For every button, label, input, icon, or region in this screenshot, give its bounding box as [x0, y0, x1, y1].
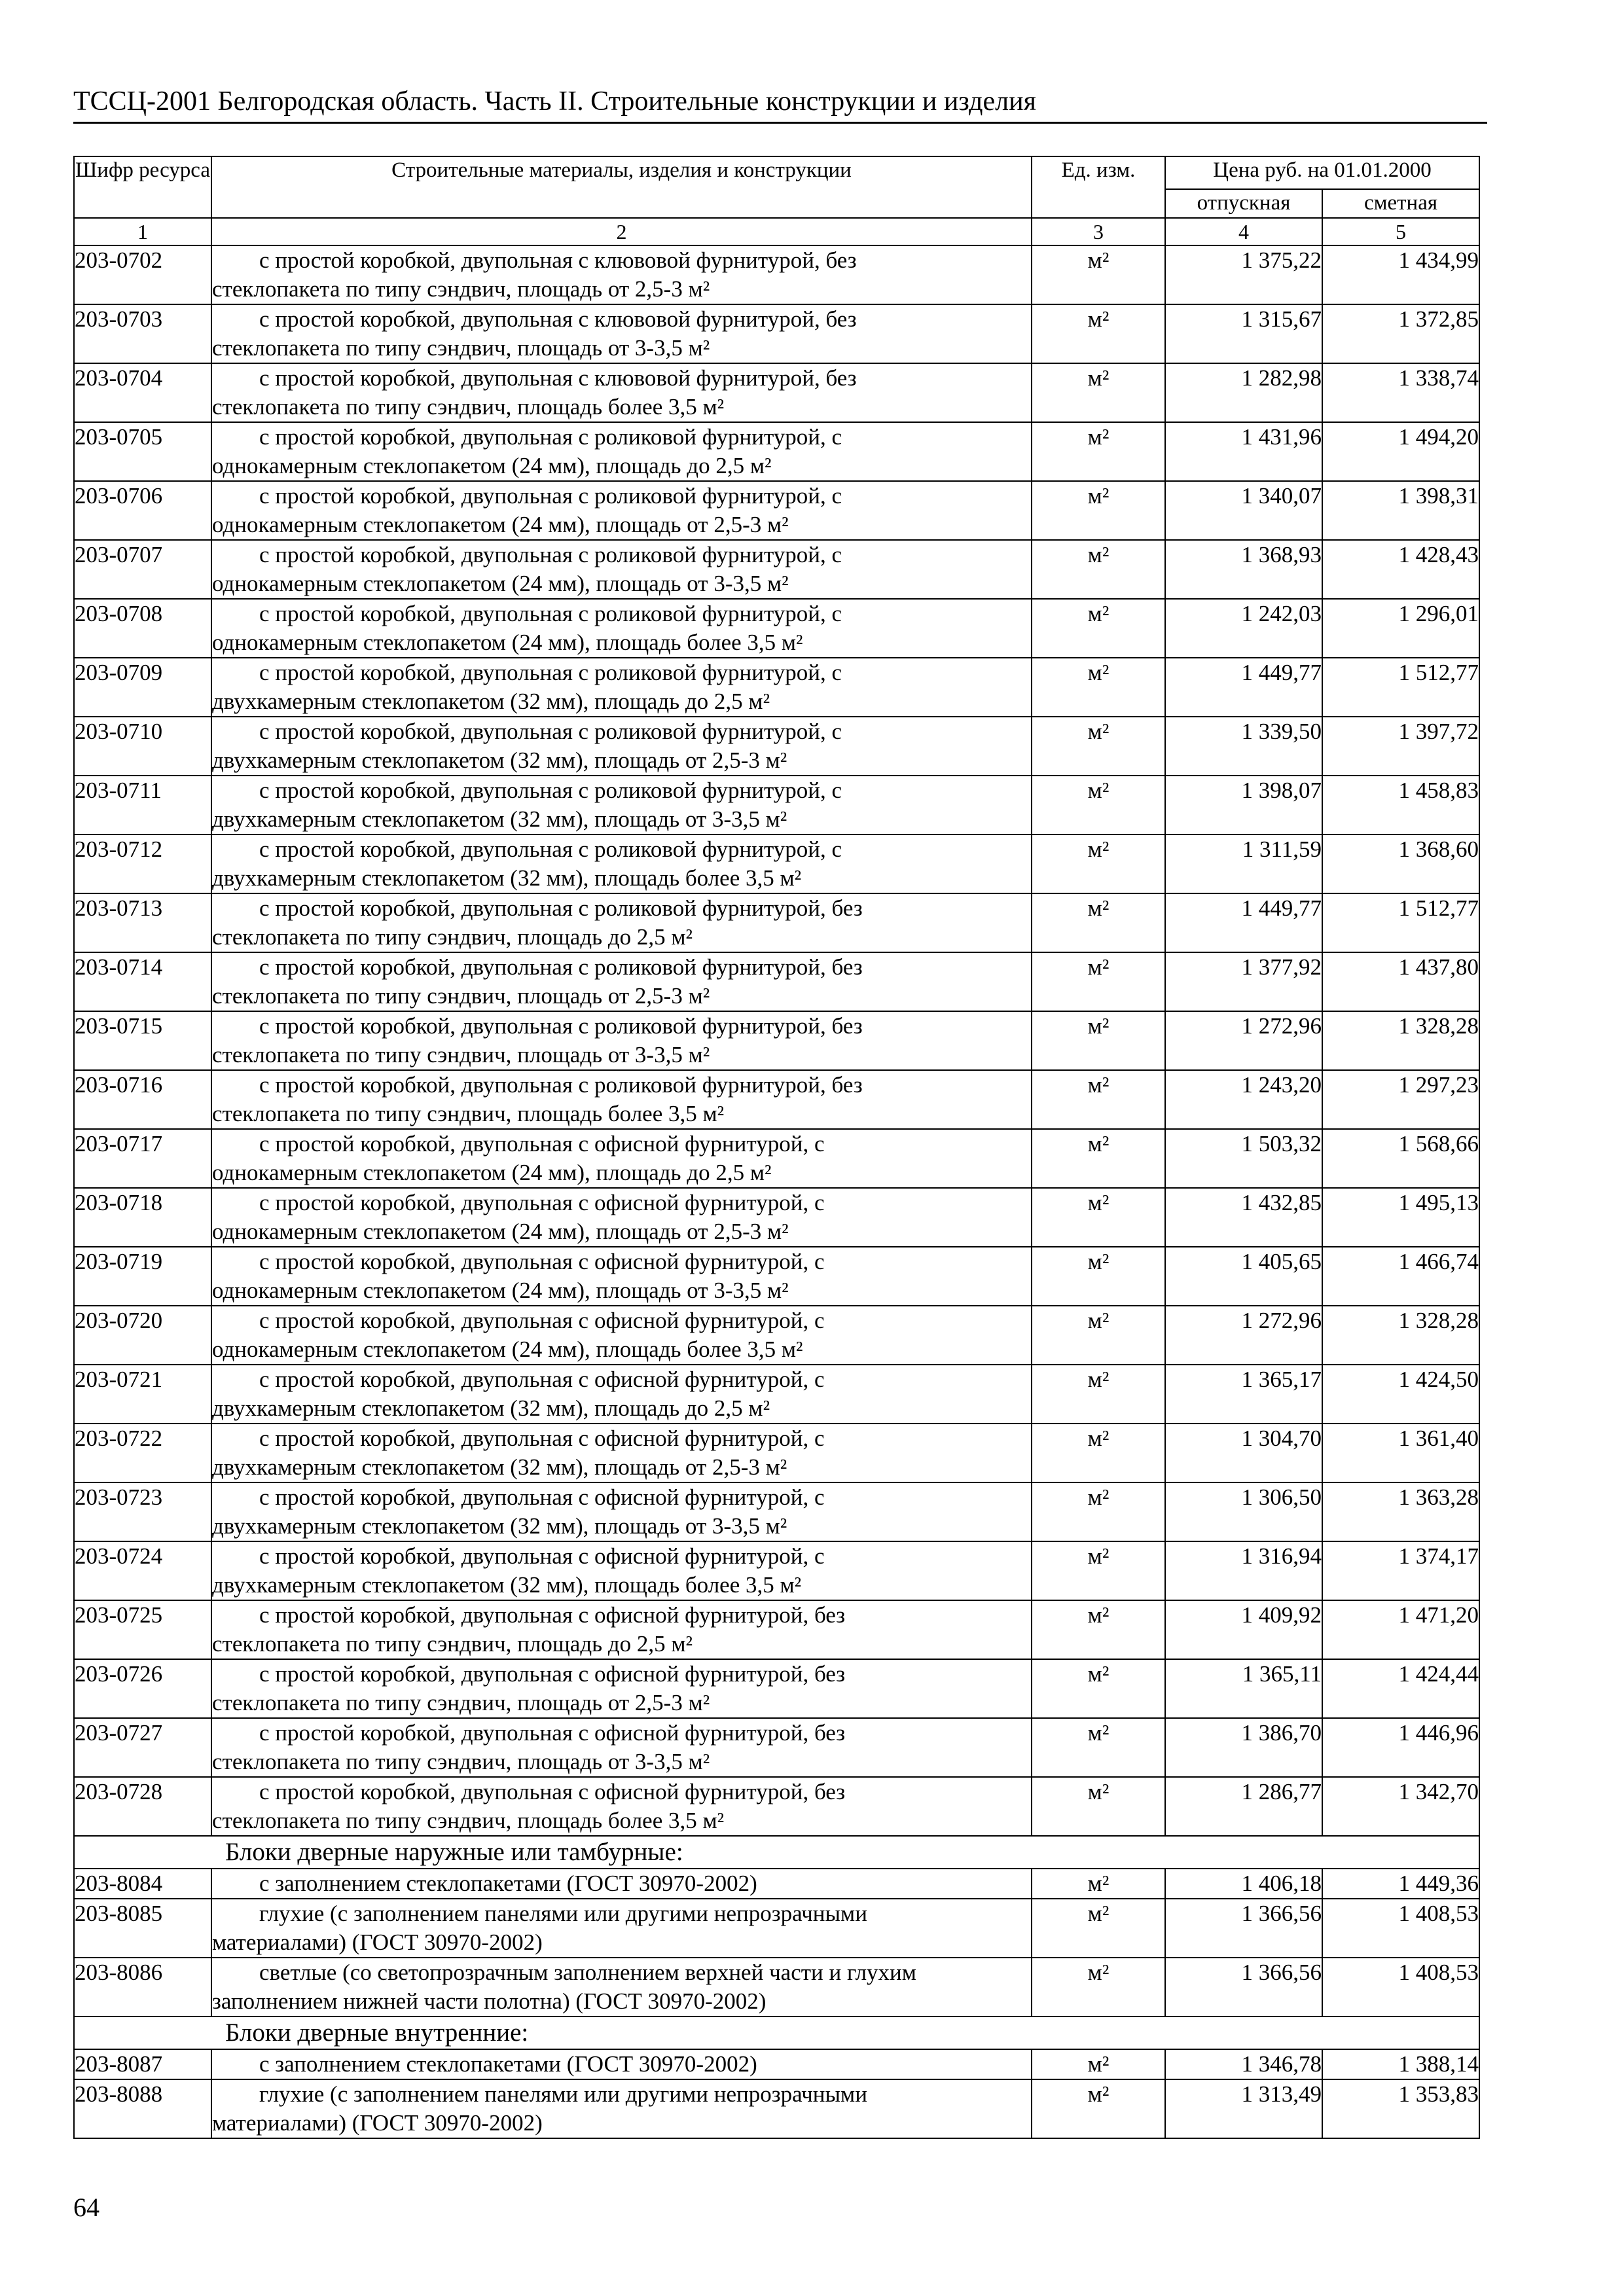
unit-cell: м² [1032, 1600, 1165, 1659]
description-line-2: двухкамерным стеклопакетом (32 мм), площадь от 2,5-3 м² [212, 1454, 787, 1480]
description-cell [211, 481, 1032, 540]
main-rows [74, 245, 1479, 1836]
column-number: 5 [1322, 218, 1479, 245]
estimate-price-cell: 1 495,13 [1322, 1188, 1479, 1247]
resource-code: 203-0712 [74, 834, 211, 893]
description-line-2: двухкамерным стеклопакетом (32 мм), площадь более 3,5 м² [212, 1572, 802, 1598]
description-line-1: с простой коробкой, двупольная с офисной фурнитурой, с [259, 1543, 825, 1569]
description-line-1: с простой коробкой, двупольная с роликовой фурнитурой, с [259, 660, 842, 685]
section-header-row [74, 1836, 1479, 1869]
unit-cell: м² [1032, 481, 1165, 540]
description-cell [211, 245, 1032, 304]
section-header-row [74, 2017, 1479, 2049]
description-line-1: с простой коробкой, двупольная с роликовой фурнитурой, без [259, 1013, 863, 1039]
release-price-cell: 1 272,96 [1165, 1011, 1322, 1070]
table-row [74, 717, 1479, 776]
estimate-price-cell: 1 424,50 [1322, 1365, 1479, 1424]
description-line-1: с простой коробкой, двупольная с офисной фурнитурой, с [259, 1484, 825, 1510]
table-row [74, 2079, 1479, 2138]
resource-code: 203-0705 [74, 422, 211, 481]
section-interior-rows [74, 2049, 1479, 2138]
description-cell [211, 1482, 1032, 1541]
header-code: Шифр ресурса [74, 156, 211, 218]
estimate-price-cell: 1 328,28 [1322, 1011, 1479, 1070]
description-cell [211, 1188, 1032, 1247]
table-row [74, 1424, 1479, 1482]
description-line-1: с простой коробкой, двупольная с роликовой фурнитурой, с [259, 542, 842, 567]
resource-code: 203-0713 [74, 893, 211, 952]
description-line-1: с простой коробкой, двупольная с роликовой фурнитурой, с [259, 836, 842, 862]
description-line-2: стеклопакета по типу сэндвич, площадь от 3-3,5 м² [212, 335, 710, 361]
description-cell [211, 2049, 1032, 2079]
unit-cell: м² [1032, 245, 1165, 304]
table-row [74, 2049, 1479, 2079]
table-row [74, 1600, 1479, 1659]
description-line-2: двухкамерным стеклопакетом (32 мм), площадь более 3,5 м² [212, 865, 802, 891]
resource-code: 203-8086 [74, 1958, 211, 2017]
resource-code: 203-0725 [74, 1600, 211, 1659]
resource-code: 203-0717 [74, 1129, 211, 1188]
release-price-cell: 1 306,50 [1165, 1482, 1322, 1541]
unit-cell: м² [1032, 304, 1165, 363]
resource-code: 203-0706 [74, 481, 211, 540]
description-line-1: с простой коробкой, двупольная с офисной фурнитурой, с [259, 1367, 825, 1392]
unit-cell: м² [1032, 1718, 1165, 1777]
description-cell [211, 1958, 1032, 2017]
resource-code: 203-8084 [74, 1869, 211, 1899]
release-price-cell: 1 503,32 [1165, 1129, 1322, 1188]
resource-code: 203-0722 [74, 1424, 211, 1482]
table-row [74, 1482, 1479, 1541]
estimate-price-cell: 1 446,96 [1322, 1718, 1479, 1777]
description-line-2: однокамерным стеклопакетом (24 мм), площадь от 2,5-3 м² [212, 1219, 789, 1244]
release-price-cell: 1 311,59 [1165, 834, 1322, 893]
column-number: 3 [1032, 218, 1165, 245]
release-price-cell: 1 409,92 [1165, 1600, 1322, 1659]
unit-cell: м² [1032, 658, 1165, 717]
table-row [74, 1129, 1479, 1188]
table-row [74, 952, 1479, 1011]
description-line-1: с простой коробкой, двупольная с офисной фурнитурой, без [259, 1602, 846, 1628]
description-line-2: однокамерным стеклопакетом (24 мм), площадь до 2,5 м² [212, 453, 772, 478]
estimate-price-cell: 1 437,80 [1322, 952, 1479, 1011]
release-price-cell: 1 304,70 [1165, 1424, 1322, 1482]
estimate-price-cell: 1 363,28 [1322, 1482, 1479, 1541]
unit-cell: м² [1032, 1958, 1165, 2017]
unit-cell: м² [1032, 1070, 1165, 1129]
estimate-price-cell: 1 397,72 [1322, 717, 1479, 776]
price-table [73, 156, 1480, 2139]
description-cell [211, 540, 1032, 599]
resource-code: 203-0721 [74, 1365, 211, 1424]
resource-code: 203-0709 [74, 658, 211, 717]
description-line-1: с простой коробкой, двупольная с роликовой фурнитурой, без [259, 954, 863, 980]
resource-code: 203-0704 [74, 363, 211, 422]
unit-cell: м² [1032, 1129, 1165, 1188]
description-line-2: стеклопакета по типу сэндвич, площадь более 3,5 м² [212, 394, 725, 420]
release-price-cell: 1 339,50 [1165, 717, 1322, 776]
unit-cell: м² [1032, 1541, 1165, 1600]
release-price-cell: 1 405,65 [1165, 1247, 1322, 1306]
description-cell [211, 1777, 1032, 1836]
table-row [74, 1869, 1479, 1899]
estimate-price-cell: 1 428,43 [1322, 540, 1479, 599]
table-row [74, 776, 1479, 834]
table-row [74, 1659, 1479, 1718]
resource-code: 203-0710 [74, 717, 211, 776]
header-price: Цена руб. на 01.01.2000 [1165, 156, 1479, 189]
estimate-price-cell: 1 353,83 [1322, 2079, 1479, 2138]
description-line-1: с простой коробкой, двупольная с офисной фурнитурой, с [259, 1190, 825, 1215]
header-description: Строительные материалы, изделия и конструкции [211, 156, 1032, 218]
table-row [74, 893, 1479, 952]
unit-cell: м² [1032, 1659, 1165, 1718]
release-price-cell: 1 431,96 [1165, 422, 1322, 481]
description-cell [211, 2079, 1032, 2138]
resource-code: 203-8087 [74, 2049, 211, 2079]
unit-cell: м² [1032, 717, 1165, 776]
header-unit: Ед. изм. [1032, 156, 1165, 218]
description-cell [211, 776, 1032, 834]
estimate-price-cell: 1 374,17 [1322, 1541, 1479, 1600]
description-line-2: однокамерным стеклопакетом (24 мм), площадь от 2,5-3 м² [212, 512, 789, 537]
resource-code: 203-0728 [74, 1777, 211, 1836]
estimate-price-cell: 1 297,23 [1322, 1070, 1479, 1129]
description-cell [211, 1718, 1032, 1777]
table-row [74, 1958, 1479, 2017]
description-line-1: с простой коробкой, двупольная с роликовой фурнитурой, с [259, 483, 842, 509]
estimate-price-cell: 1 398,31 [1322, 481, 1479, 540]
description-cell [211, 893, 1032, 952]
estimate-price-cell: 1 458,83 [1322, 776, 1479, 834]
release-price-cell: 1 377,92 [1165, 952, 1322, 1011]
table-row [74, 422, 1479, 481]
resource-code: 203-0715 [74, 1011, 211, 1070]
release-price-cell: 1 368,93 [1165, 540, 1322, 599]
description-line-2: стеклопакета по типу сэндвич, площадь более 3,5 м² [212, 1101, 725, 1126]
release-price-cell: 1 432,85 [1165, 1188, 1322, 1247]
table-row [74, 1247, 1479, 1306]
unit-cell: м² [1032, 1482, 1165, 1541]
description-cell [211, 1306, 1032, 1365]
description-line-2: двухкамерным стеклопакетом (32 мм), площадь от 2,5-3 м² [212, 747, 787, 773]
resource-code: 203-0703 [74, 304, 211, 363]
section-title-interior: Блоки дверные внутренние: [74, 2017, 1479, 2049]
estimate-price-cell: 1 494,20 [1322, 422, 1479, 481]
description-line-1: с простой коробкой, двупольная с офисной фурнитурой, с [259, 1249, 825, 1274]
estimate-price-cell: 1 372,85 [1322, 304, 1479, 363]
description-line-1: с простой коробкой, двупольная с роликовой фурнитурой, с [259, 424, 842, 450]
description-cell [211, 717, 1032, 776]
description-cell [211, 363, 1032, 422]
resource-code: 203-0724 [74, 1541, 211, 1600]
unit-cell: м² [1032, 1306, 1165, 1365]
table-row [74, 658, 1479, 717]
column-numbers-row [74, 218, 1479, 245]
unit-cell: м² [1032, 1188, 1165, 1247]
table-row [74, 1541, 1479, 1600]
description-cell [211, 1365, 1032, 1424]
table-row [74, 245, 1479, 304]
description-line-1: глухие (с заполнением панелями или другими непрозрачными [259, 2081, 867, 2107]
column-number: 1 [74, 218, 211, 245]
resource-code: 203-0720 [74, 1306, 211, 1365]
section-title-exterior: Блоки дверные наружные или тамбурные: [74, 1836, 1479, 1869]
section-interior [74, 2017, 1479, 2049]
description-cell [211, 1424, 1032, 1482]
table-row [74, 481, 1479, 540]
table-row [74, 1188, 1479, 1247]
description-line-1: с простой коробкой, двупольная с офисной фурнитурой, с [259, 1131, 825, 1157]
unit-cell: м² [1032, 1011, 1165, 1070]
description-line-1: с простой коробкой, двупольная с клювовой фурнитурой, без [259, 306, 857, 332]
resource-code: 203-8085 [74, 1899, 211, 1958]
resource-code: 203-0707 [74, 540, 211, 599]
release-price-cell: 1 375,22 [1165, 245, 1322, 304]
estimate-price-cell: 1 296,01 [1322, 599, 1479, 658]
description-line-2: однокамерным стеклопакетом (24 мм), площадь до 2,5 м² [212, 1160, 772, 1185]
unit-cell: м² [1032, 599, 1165, 658]
estimate-price-cell: 1 342,70 [1322, 1777, 1479, 1836]
header-release-price: отпускная [1165, 189, 1322, 218]
unit-cell: м² [1032, 834, 1165, 893]
estimate-price-cell: 1 408,53 [1322, 1958, 1479, 2017]
release-price-cell: 1 346,78 [1165, 2049, 1322, 2079]
estimate-price-cell: 1 328,28 [1322, 1306, 1479, 1365]
release-price-cell: 1 386,70 [1165, 1718, 1322, 1777]
description-cell [211, 599, 1032, 658]
estimate-price-cell: 1 408,53 [1322, 1899, 1479, 1958]
release-price-cell: 1 282,98 [1165, 363, 1322, 422]
description-cell [211, 304, 1032, 363]
estimate-price-cell: 1 361,40 [1322, 1424, 1479, 1482]
unit-cell: м² [1032, 1869, 1165, 1899]
estimate-price-cell: 1 512,77 [1322, 658, 1479, 717]
description-line-2: однокамерным стеклопакетом (24 мм), площадь более 3,5 м² [212, 630, 803, 655]
resource-code: 203-0716 [74, 1070, 211, 1129]
description-line-1: глухие (с заполнением панелями или другими непрозрачными [259, 1901, 867, 1926]
column-number: 2 [211, 218, 1032, 245]
release-price-cell: 1 316,94 [1165, 1541, 1322, 1600]
table-row [74, 363, 1479, 422]
resource-code: 203-0718 [74, 1188, 211, 1247]
resource-code: 203-0702 [74, 245, 211, 304]
unit-cell: м² [1032, 1899, 1165, 1958]
description-line-2: однокамерным стеклопакетом (24 мм), площадь более 3,5 м² [212, 1336, 803, 1362]
estimate-price-cell: 1 434,99 [1322, 245, 1479, 304]
description-line-1: с заполнением стеклопакетами (ГОСТ 30970-2002) [259, 1871, 757, 1896]
description-line-1: с простой коробкой, двупольная с офисной фурнитурой, без [259, 1779, 846, 1804]
description-line-1: с заполнением стеклопакетами (ГОСТ 30970-2002) [259, 2051, 757, 2077]
description-line-1: с простой коробкой, двупольная с клювовой фурнитурой, без [259, 365, 857, 391]
description-cell [211, 1247, 1032, 1306]
release-price-cell: 1 406,18 [1165, 1869, 1322, 1899]
unit-cell: м² [1032, 893, 1165, 952]
unit-cell: м² [1032, 422, 1165, 481]
table-row [74, 1306, 1479, 1365]
description-cell [211, 422, 1032, 481]
resource-code: 203-0719 [74, 1247, 211, 1306]
unit-cell: м² [1032, 952, 1165, 1011]
description-cell [211, 658, 1032, 717]
unit-cell: м² [1032, 1365, 1165, 1424]
description-line-2: двухкамерным стеклопакетом (32 мм), площадь до 2,5 м² [212, 1395, 770, 1421]
table-row [74, 1070, 1479, 1129]
release-price-cell: 1 242,03 [1165, 599, 1322, 658]
description-line-2: стеклопакета по типу сэндвич, площадь более 3,5 м² [212, 1808, 725, 1833]
page-header: ТССЦ-2001 Белгородская область. Часть II. Строительные конструкции и изделия [73, 84, 1487, 124]
release-price-cell: 1 365,11 [1165, 1659, 1322, 1718]
estimate-price-cell: 1 449,36 [1322, 1869, 1479, 1899]
release-price-cell: 1 313,49 [1165, 2079, 1322, 2138]
resource-code: 203-0714 [74, 952, 211, 1011]
release-price-cell: 1 449,77 [1165, 658, 1322, 717]
description-line-1: с простой коробкой, двупольная с роликовой фурнитурой, с [259, 778, 842, 803]
description-line-2: однокамерным стеклопакетом (24 мм), площадь от 3-3,5 м² [212, 1278, 789, 1303]
release-price-cell: 1 315,67 [1165, 304, 1322, 363]
description-line-1: с простой коробкой, двупольная с роликовой фурнитурой, с [259, 719, 842, 744]
column-number: 4 [1165, 218, 1322, 245]
unit-cell: м² [1032, 776, 1165, 834]
table-row [74, 304, 1479, 363]
description-line-1: с простой коробкой, двупольная с клювовой фурнитурой, без [259, 247, 857, 273]
unit-cell: м² [1032, 2079, 1165, 2138]
description-cell [211, 1011, 1032, 1070]
description-line-1: светлые (со светопрозрачным заполнением верхней части и глухим [259, 1960, 916, 1985]
description-line-2: стеклопакета по типу сэндвич, площадь от 2,5-3 м² [212, 1690, 710, 1715]
release-price-cell: 1 243,20 [1165, 1070, 1322, 1129]
estimate-price-cell: 1 466,74 [1322, 1247, 1479, 1306]
estimate-price-cell: 1 424,44 [1322, 1659, 1479, 1718]
description-cell [211, 1869, 1032, 1899]
table-row [74, 1011, 1479, 1070]
table-row [74, 1899, 1479, 1958]
unit-cell: м² [1032, 2049, 1165, 2079]
unit-cell: м² [1032, 1424, 1165, 1482]
estimate-price-cell: 1 568,66 [1322, 1129, 1479, 1188]
description-cell [211, 952, 1032, 1011]
section-exterior [74, 1836, 1479, 1869]
estimate-price-cell: 1 512,77 [1322, 893, 1479, 952]
table-row [74, 1718, 1479, 1777]
estimate-price-cell: 1 471,20 [1322, 1600, 1479, 1659]
description-line-2: стеклопакета по типу сэндвич, площадь от 2,5-3 м² [212, 276, 710, 302]
description-line-2: заполнением нижней части полотна) (ГОСТ 30970-2002) [212, 1988, 767, 2014]
release-price-cell: 1 366,56 [1165, 1958, 1322, 2017]
description-cell [211, 1541, 1032, 1600]
description-cell [211, 1659, 1032, 1718]
description-line-1: с простой коробкой, двупольная с офисной фурнитурой, без [259, 1720, 846, 1746]
release-price-cell: 1 272,96 [1165, 1306, 1322, 1365]
resource-code: 203-0711 [74, 776, 211, 834]
estimate-price-cell: 1 388,14 [1322, 2049, 1479, 2079]
resource-code: 203-0727 [74, 1718, 211, 1777]
release-price-cell: 1 398,07 [1165, 776, 1322, 834]
unit-cell: м² [1032, 363, 1165, 422]
description-line-2: стеклопакета по типу сэндвич, площадь до 2,5 м² [212, 924, 693, 950]
table-row [74, 599, 1479, 658]
description-cell [211, 1899, 1032, 1958]
release-price-cell: 1 449,77 [1165, 893, 1322, 952]
table-row [74, 1777, 1479, 1836]
description-line-2: материалами) (ГОСТ 30970-2002) [212, 2110, 543, 2136]
description-line-1: с простой коробкой, двупольная с офисной фурнитурой, без [259, 1661, 846, 1687]
release-price-cell: 1 286,77 [1165, 1777, 1322, 1836]
description-line-1: с простой коробкой, двупольная с роликовой фурнитурой, без [259, 1072, 863, 1098]
description-line-1: с простой коробкой, двупольная с роликовой фурнитурой, с [259, 601, 842, 626]
header-estimate-price: сметная [1322, 189, 1479, 218]
unit-cell: м² [1032, 1247, 1165, 1306]
table-row [74, 540, 1479, 599]
description-line-2: двухкамерным стеклопакетом (32 мм), площадь до 2,5 м² [212, 689, 770, 714]
description-line-2: стеклопакета по типу сэндвич, площадь от 3-3,5 м² [212, 1042, 710, 1067]
release-price-cell: 1 366,56 [1165, 1899, 1322, 1958]
estimate-price-cell: 1 368,60 [1322, 834, 1479, 893]
description-line-2: стеклопакета по типу сэндвич, площадь до 2,5 м² [212, 1631, 693, 1657]
resource-code: 203-0723 [74, 1482, 211, 1541]
description-line-2: двухкамерным стеклопакетом (32 мм), площадь от 3-3,5 м² [212, 806, 787, 832]
description-cell [211, 1129, 1032, 1188]
resource-code: 203-0708 [74, 599, 211, 658]
description-cell [211, 834, 1032, 893]
estimate-price-cell: 1 338,74 [1322, 363, 1479, 422]
page-number: 64 [73, 2193, 99, 2222]
description-line-2: двухкамерным стеклопакетом (32 мм), площадь от 3-3,5 м² [212, 1513, 787, 1539]
release-price-cell: 1 365,17 [1165, 1365, 1322, 1424]
table-row [74, 1365, 1479, 1424]
unit-cell: м² [1032, 1777, 1165, 1836]
description-cell [211, 1600, 1032, 1659]
description-line-1: с простой коробкой, двупольная с роликовой фурнитурой, без [259, 895, 863, 921]
description-line-2: однокамерным стеклопакетом (24 мм), площадь от 3-3,5 м² [212, 571, 789, 596]
resource-code: 203-8088 [74, 2079, 211, 2138]
resource-code: 203-0726 [74, 1659, 211, 1718]
description-line-2: стеклопакета по типу сэндвич, площадь от 3-3,5 м² [212, 1749, 710, 1774]
description-line-2: материалами) (ГОСТ 30970-2002) [212, 1929, 543, 1955]
release-price-cell: 1 340,07 [1165, 481, 1322, 540]
description-line-1: с простой коробкой, двупольная с офисной фурнитурой, с [259, 1308, 825, 1333]
section-exterior-rows [74, 1869, 1479, 2017]
description-line-2: стеклопакета по типу сэндвич, площадь от 2,5-3 м² [212, 983, 710, 1009]
table-row [74, 834, 1479, 893]
description-cell [211, 1070, 1032, 1129]
unit-cell: м² [1032, 540, 1165, 599]
description-line-1: с простой коробкой, двупольная с офисной фурнитурой, с [259, 1426, 825, 1451]
